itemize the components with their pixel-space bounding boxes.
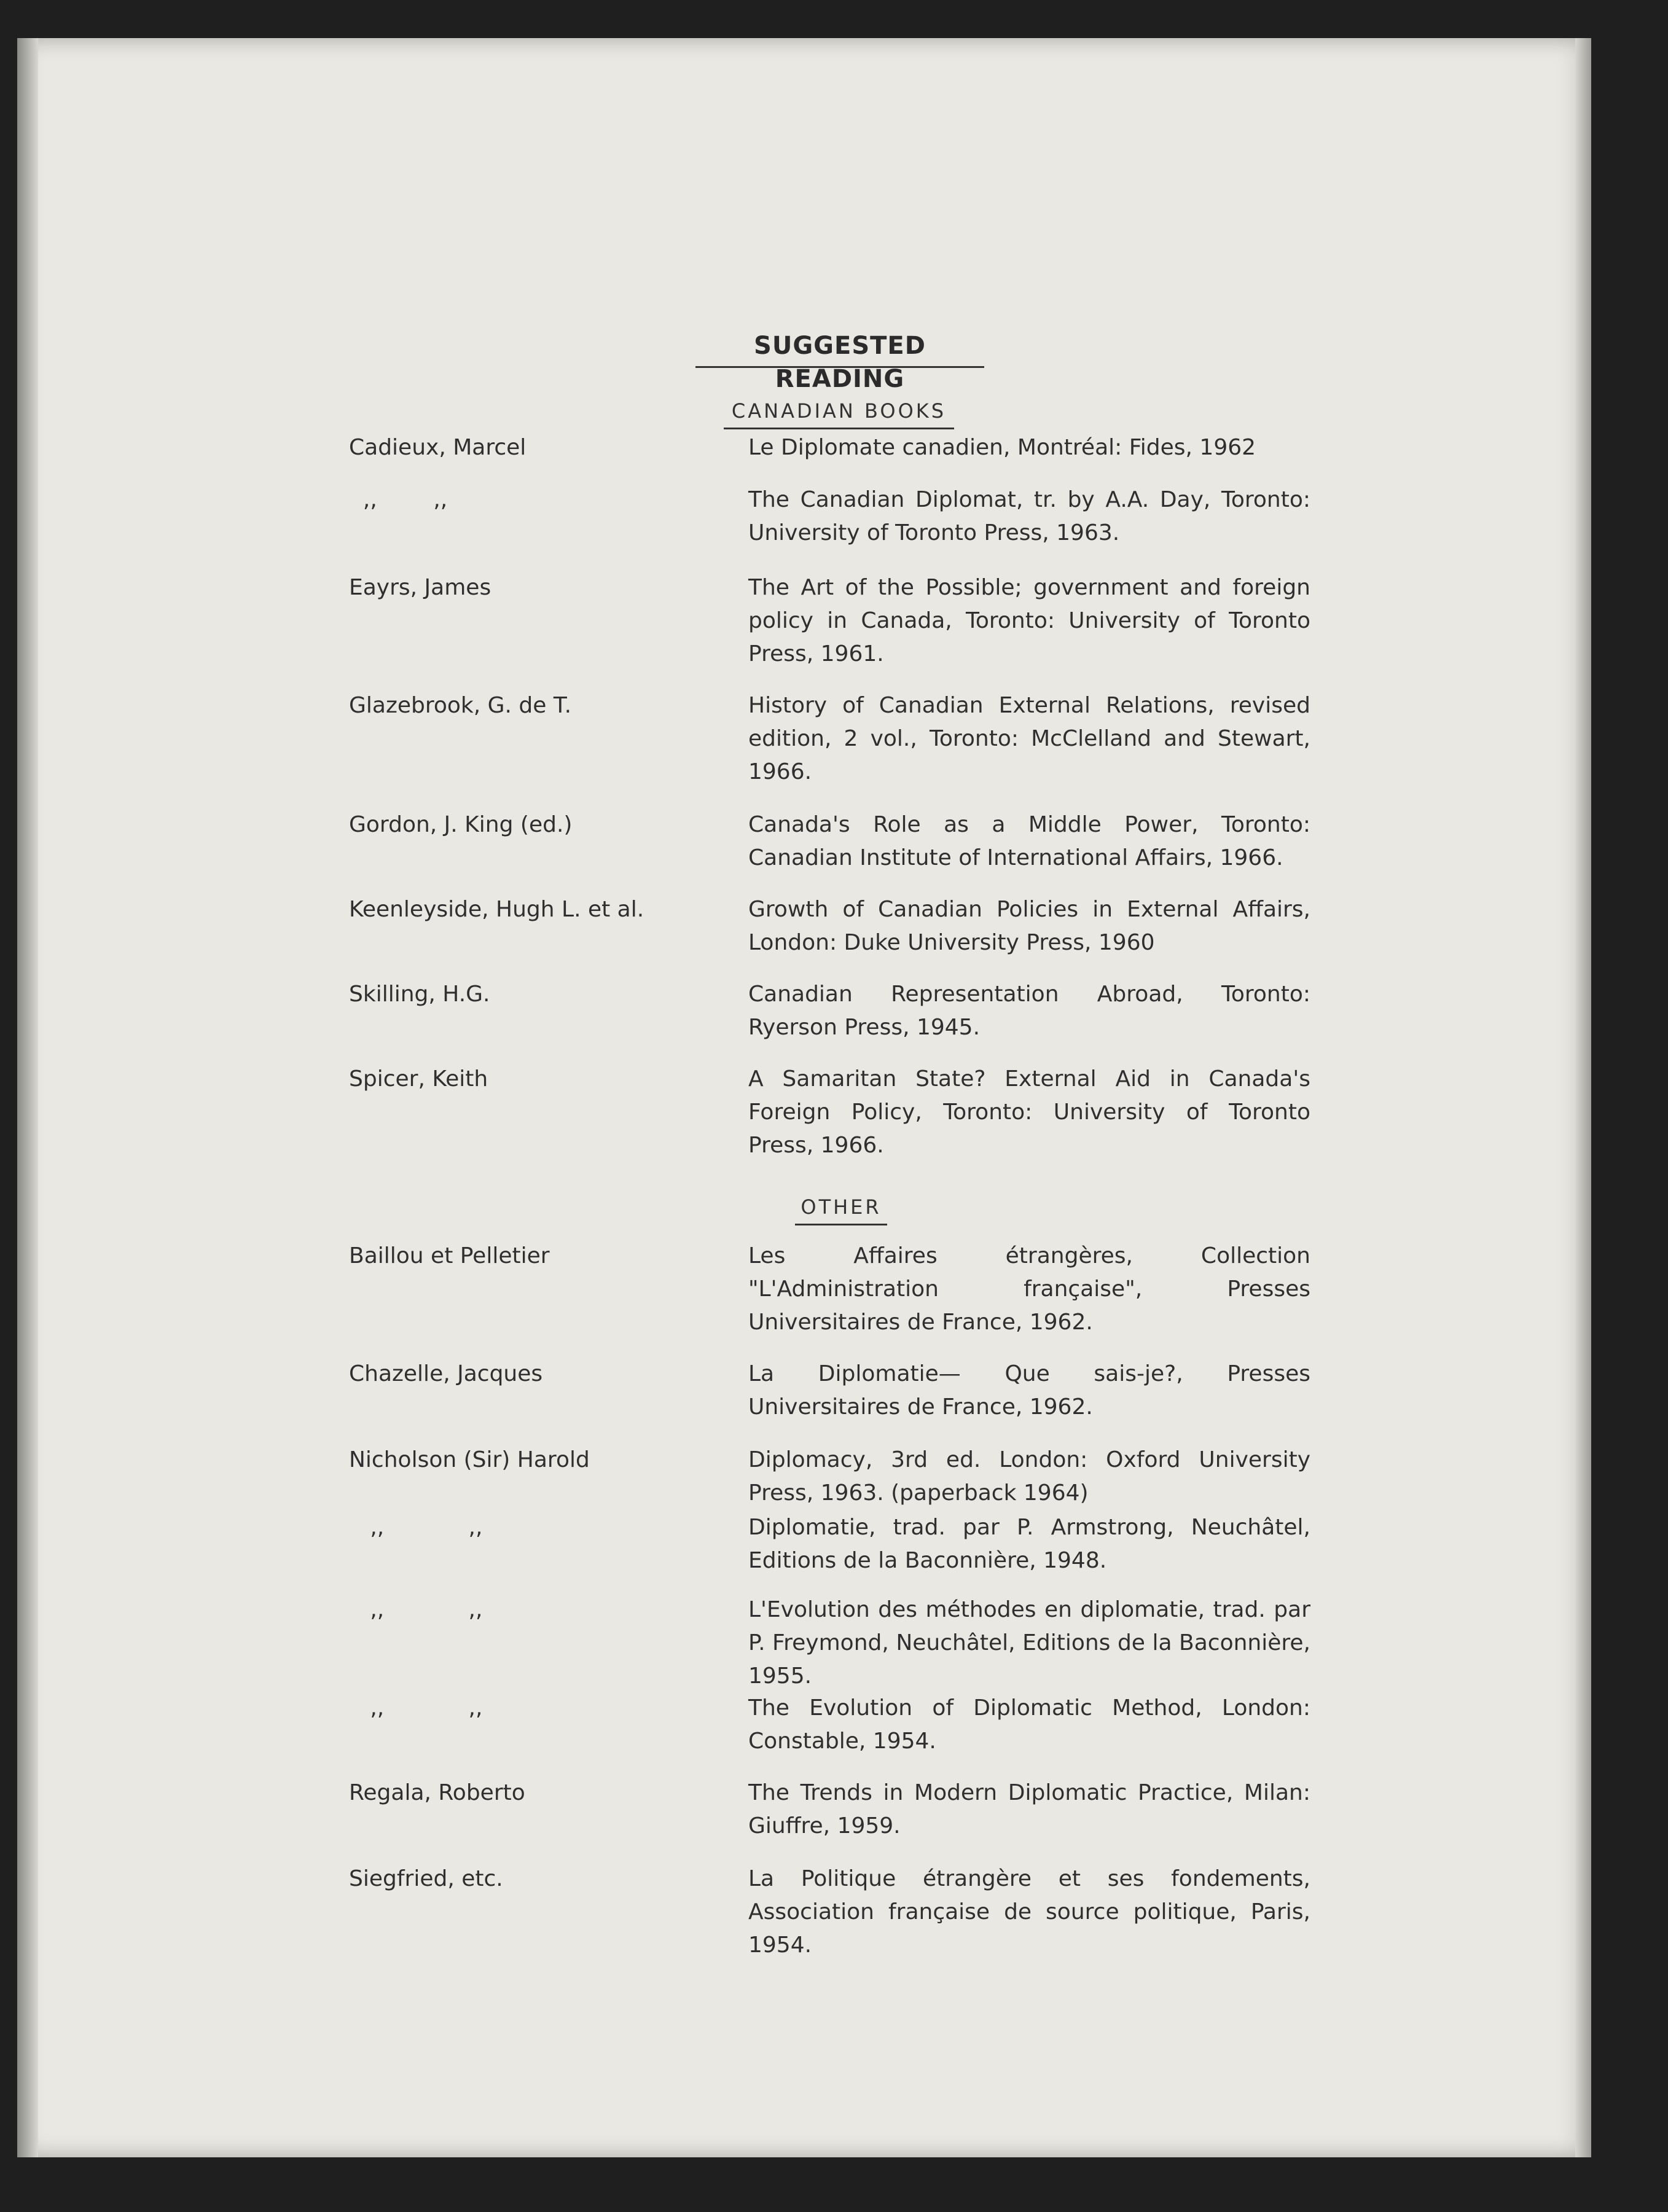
entry-work: L'Evolution des méthodes en diplomatie, trad. par P. Freymond, Neuchâtel, Editions de la Baconnière, 1955.: [748, 1597, 1310, 1689]
entry-author: Gordon, J. King (ed.): [349, 812, 573, 837]
entry-author: Nicholson (Sir) Harold: [349, 1447, 590, 1472]
entry-author: ,, ,,: [349, 1695, 483, 1721]
entry-author: Regala, Roberto: [349, 1780, 525, 1805]
entry-author: Eayrs, James: [349, 575, 491, 600]
entry-work: A Samaritan State? External Aid in Canada's Foreign Policy, Toronto: University of Toronto Press, 1966.: [748, 1066, 1310, 1158]
entry-work: The Trends in Modern Diplomatic Practice, Milan: Giuffre, 1959.: [748, 1780, 1310, 1839]
page-binding-edge: [17, 38, 38, 2157]
section-heading-canadian-books: CANADIAN BOOKS: [724, 397, 954, 429]
entry-work: The Art of the Possible; government and foreign policy in Canada, Toronto: University of Toronto Press, 1961.: [748, 575, 1310, 666]
entry-work: Canadian Representation Abroad, Toronto: Ryerson Press, 1945.: [748, 982, 1310, 1040]
entry-work: La Politique étrangère et ses fondements, Association française de source politique, Paris, 1954.: [748, 1866, 1310, 1958]
entry-author: Chazelle, Jacques: [349, 1361, 543, 1386]
page-right-edge: [1575, 38, 1591, 2157]
entry-work: The Evolution of Diplomatic Method, London: Constable, 1954.: [748, 1695, 1310, 1754]
entry-author: Skilling, H.G.: [349, 982, 490, 1007]
entry-work: History of Canadian External Relations, revised edition, 2 vol., Toronto: McClelland and Stewart, 1966.: [748, 693, 1310, 784]
page-title: SUGGESTED READING: [695, 329, 984, 368]
entry-work: Diplomacy, 3rd ed. London: Oxford University Press, 1963. (paperback 1964): [748, 1447, 1310, 1506]
entry-author: ,, ,,: [349, 1597, 483, 1622]
entry-work: The Canadian Diplomat, tr. by A.A. Day, Toronto: University of Toronto Press, 1963.: [748, 487, 1310, 545]
entry-author: ,, ,,: [349, 487, 448, 512]
entry-work: Diplomatie, trad. par P. Armstrong, Neuchâtel, Editions de la Baconnière, 1948.: [748, 1515, 1310, 1573]
entry-author: Glazebrook, G. de T.: [349, 693, 572, 718]
entry-author: Keenleyside, Hugh L. et al.: [349, 897, 644, 922]
entry-author: Siegfried, etc.: [349, 1866, 503, 1891]
entry-author: Spicer, Keith: [349, 1066, 488, 1092]
entry-author: Cadieux, Marcel: [349, 435, 527, 460]
entry-work: Growth of Canadian Policies in External Affairs, London: Duke University Press, 1960: [748, 897, 1310, 955]
section-heading-other: OTHER: [795, 1193, 887, 1225]
entry-author: ,, ,,: [349, 1515, 483, 1540]
entry-work: Canada's Role as a Middle Power, Toronto: Canadian Institute of International Affairs, 1966.: [748, 812, 1310, 870]
document-page: [17, 38, 1591, 2157]
entry-work: Les Affaires étrangères, Collection "L'Administration française", Presses Universitaires de France, 1962.: [748, 1243, 1310, 1335]
entry-author: Baillou et Pelletier: [349, 1243, 550, 1268]
entry-work: La Diplomatie— Que sais-je?, Presses Universitaires de France, 1962.: [748, 1361, 1310, 1420]
entry-work: Le Diplomate canadien, Montréal: Fides, 1962: [748, 435, 1256, 460]
